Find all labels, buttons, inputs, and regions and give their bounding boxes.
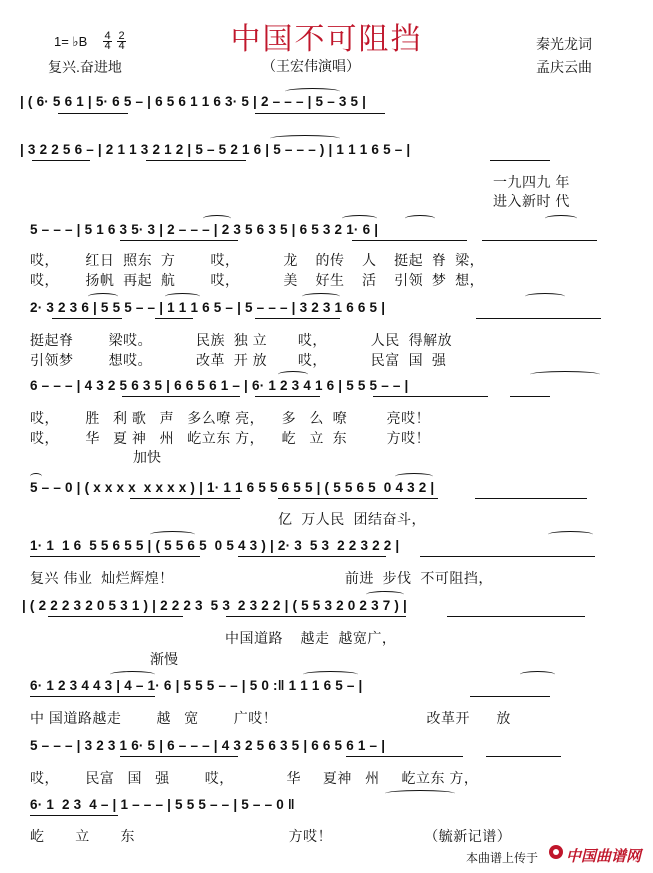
notation-row: | ( 2 2 2 3 2 0 5 3 1 ) | 2 2 2 3 5 3 2 3 2 2 | ( 5 5 3 2 0 2 3 7 ) | — [22, 598, 408, 613]
time-signature-1: 4 4 — [104, 30, 111, 52]
notation-row: 5 – – 0 | ( x x x x x x x x ) | 1· 1 1 6 5 5 6 5 5 | ( 5 5 6 5 0 4 3 2 | — [30, 480, 435, 495]
lyric-line: 复兴 伟业 灿烂辉煌！ 前进 步伐 不可阻挡， — [30, 570, 493, 586]
notation-row: 5 – – – | 3 2 3 1 6· 5 | 6 – – – | 4 3 2 5 6 3 5 | 6 6 5 6 1 – | — [30, 738, 386, 753]
site-logo-icon — [549, 845, 563, 859]
tempo-change-ritardando: 渐慢 — [150, 651, 178, 667]
lyricist-credit: 秦光龙词 — [536, 36, 592, 52]
song-title: 中国不可阻挡 — [230, 22, 423, 57]
site-logo-text[interactable]: 中国曲谱网 — [566, 848, 642, 865]
notation-row: 2· 3 2 3 6 | 5 5 5 – – | 1 1 1 6 5 – | 5 – – – | 3 2 3 1 6 6 5 | — [30, 300, 386, 315]
lyric-line: 屹 立 东 方哎！ （毓新记谱） — [30, 828, 512, 844]
notation-row: | ( 6· 5 6 1 | 5· 6 5 – | 6 5 6 1 1 6 3· 5 | 2 – – – | 5 – 3 5 | — [20, 94, 367, 109]
notation-row: 6· 1 2 3 4 – | 1 – – – | 5 5 5 – – | 5 – – 0 ‖ — [30, 797, 295, 812]
lyric-line: 亿 万人民 团结奋斗， — [278, 511, 427, 527]
notation-row: 6 – – – | 4 3 2 5 6 3 5 | 6 6 5 6 1 – | 6· 1 2 3 4 1 6 | 5 5 5 – – | — [30, 378, 409, 393]
tempo-change-accelerando: 加快 — [133, 449, 161, 465]
lyric-line: 中国道路 越走 越宽广， — [225, 630, 397, 646]
lyric-line: 一九四九 年 — [493, 174, 570, 190]
upload-note: 本曲谱上传于 — [466, 851, 539, 865]
singer-credit: （王宏伟演唱） — [262, 58, 360, 74]
tempo-marking: 复兴.奋进地 — [48, 59, 122, 75]
lyric-line: 哎， 华 夏 神 州 屹立东 方， 屹 立 东 方哎！ — [30, 430, 431, 446]
notation-row: 1· 1 1 6 5 5 6 5 5 | ( 5 5 6 5 0 5 4 3 ) | 2· 3 5 3 2 2 3 2 2 | — [30, 538, 400, 553]
lyric-line: 哎， 胜 利 歌 声 多么嘹 亮， 多 么 嘹 亮哎！ — [30, 410, 431, 426]
composer-credit: 孟庆云曲 — [536, 59, 592, 75]
lyric-line: 哎， 红日 照东 方 哎， 龙 的传 人 挺起 脊 梁， — [30, 252, 485, 268]
lyric-line: 哎， 民富 国 强 哎， 华 夏神 州 屹立东 方， — [30, 770, 479, 786]
notation-row: 6· 1 2 3 4 4 3 | 4 – 1· 6 | 5 5 5 – – | 5 0 :‖ 1 1 1 6 5 – | — [30, 678, 363, 693]
notation-row: 5 – – – | 5 1 6 3 5· 3 | 2 – – – | 2 3 5 6 3 5 | 6 5 3 2 1· 6 | — [30, 222, 379, 237]
lyric-line: 挺起脊 梁哎。 民族 独 立 哎， 人民 得解放 — [30, 332, 453, 348]
lyric-line: 中 国道路越走 越 宽 广哎！ 改革开 放 — [30, 710, 511, 726]
lyric-line: 引领梦 想哎。 改革 开 放 哎， 民富 国 强 — [30, 352, 447, 368]
notation-row: | 3 2 2 5 6 – | 2 1 1 3 2 1 2 | 5 – 5 2 1 6 | 5 – – – ) | 1 1 1 6 5 – | — [20, 142, 411, 157]
time-signature-2: 2 4 — [118, 30, 125, 52]
lyric-line: 进入新时 代 — [493, 193, 570, 209]
lyric-line: 哎， 扬帆 再起 航 哎， 美 好生 活 引领 梦 想， — [30, 272, 485, 288]
key-signature: 1= ♭B — [54, 34, 88, 49]
